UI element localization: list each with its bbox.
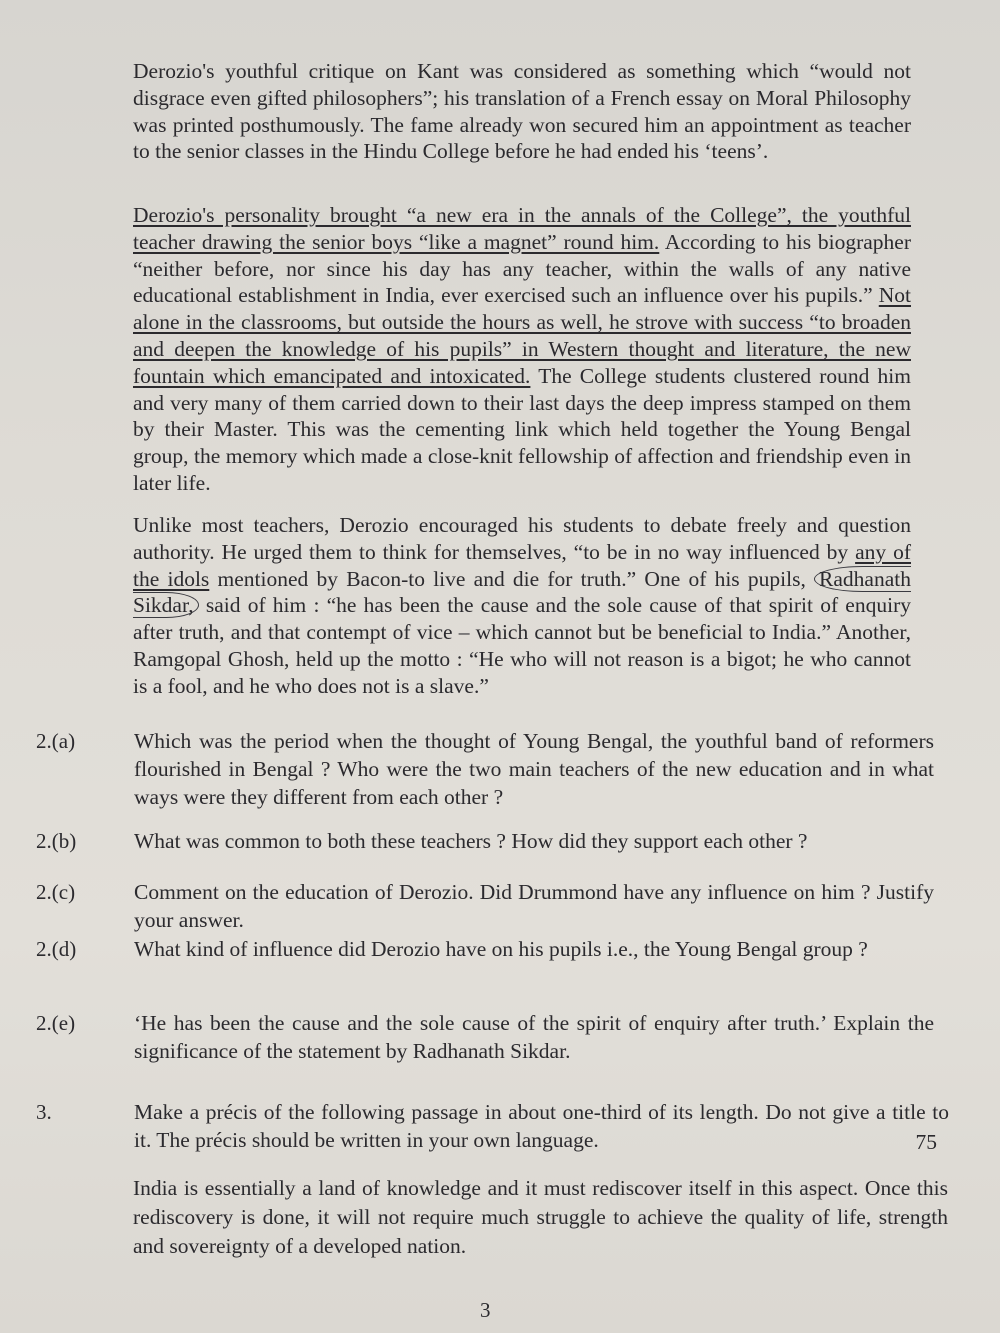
underlined-text: Derozio's personality brought “a new era in the annals of the College”, the youthful teacher drawing the senior boys “like a magnet” round him. (133, 203, 911, 254)
paragraph-text: said of him : “he has been the cause and the sole cause of that spirit of enquiry after truth, and that contempt of vice – which cannot but be beneficial to India.” Another, Ramgopal Ghosh, held up the motto : “He who will not reason is a bigot; he who cannot is a fool, and he who does not is a slave.” (133, 593, 911, 698)
underlined-text: any of the idols (133, 539, 911, 591)
page-number: 3 (480, 1298, 491, 1322)
question-body: Make a précis of the following passage in about one-third of its length. Do not give a title to it. The précis should be written in your own language. (134, 1100, 949, 1152)
precis-passage: India is essentially a land of knowledge and it must rediscover itself in this aspect. Once this rediscovery is done, it will not require much struggle to achieve the quality of life, strength and sovereignty of a developed nation. (133, 1176, 948, 1258)
question-number: 2.(e) (36, 1011, 76, 1035)
paragraph-text: mentioned by Bacon-to live and die for truth.” One of his pupils, (209, 566, 815, 591)
question-number: 3. (36, 1100, 52, 1124)
question-number: 2.(c) (36, 880, 76, 904)
marks-label: 75 (915, 1130, 937, 1154)
underlined-text: Not alone in the classrooms, but outside the hours as well, he strove with success “to broaden and deepen the knowledge of his pupils” in Western thought and literature, the new fountain which emancipated and intoxicated. (133, 283, 911, 388)
question-text: What kind of influence did Derozio have on his pupils i.e., the Young Bengal group ? (134, 937, 868, 961)
passage-paragraph-3 (133, 512, 911, 700)
question-number: 2.(b) (36, 829, 77, 853)
question-text: Which was the period when the thought of Young Bengal, the youthful band of reformers flourished in Bengal ? Who were the two main teachers of the new education and in what ways were they different from each other ? (134, 729, 934, 809)
passage-paragraph-1: Derozio's youthful critique on Kant was considered as something which “would not disgrace even gifted philosophers”; his translation of a French essay on Moral Philosophy was printed posthumously. The fame already won secured him an appointment as teacher to the senior classes in the Hindu College before he had ended his ‘teens’. (133, 59, 911, 164)
question-text: What was common to both these teachers ? How did they support each other ? (134, 829, 808, 853)
circled-name: Radhanath Sikdar, (133, 566, 911, 618)
passage-paragraph-2 (133, 202, 911, 497)
question-text: ‘He has been the cause and the sole cause of the spirit of enquiry after truth.’ Explain the significance of the statement by Radhanath Sikdar. (134, 1011, 934, 1063)
paragraph-text: According to his biographer “neither before, nor since his day has any teacher, within the walls of any native educational establishment in India, ever exercised such an influence over his pupils.” (133, 229, 911, 308)
question-text (134, 1098, 949, 1154)
question-number: 2.(d) (36, 937, 77, 961)
paragraph-text: The College students clustered round him and very many of them carried down to their last days the deep impress stamped on them by their Master. This was the cementing link which held together the Young Bengal group, the memory which made a close-knit fellowship of affection and friendship even in later life. (133, 363, 911, 495)
question-number: 2.(a) (36, 729, 76, 753)
paragraph-text: Unlike most teachers, Derozio encouraged his students to debate freely and question authority. He urged them to think for themselves, “to be in no way influenced by (133, 513, 911, 564)
question-text: Comment on the education of Derozio. Did Drummond have any influence on him ? Justify your answer. (134, 880, 934, 932)
